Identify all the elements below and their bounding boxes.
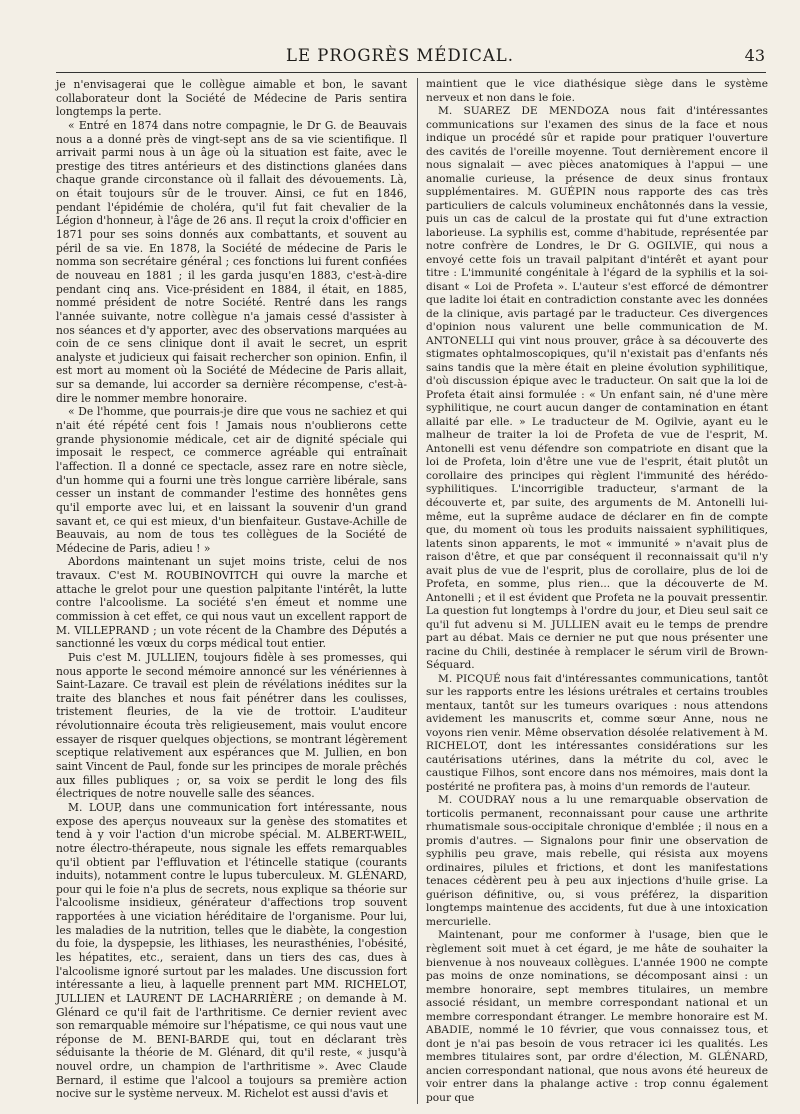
paragraph: Puis c'est M. JULLIEN, toujours fidèle à ses promesses, qui nous apporte le second mémoire annoncé sur les vénériennes à Saint-Lazare. Ce travail est plein de révélations inédites sur la traite des blanches et nous fait pénétrer dans les coulisses, tristement fleuries, de la vie de trottoir. L'auditeur révolutionnaire écouta très religieusement, mais voulut encore essayer de risquer quelques objections, se montrant légèrement sceptique relativement aux espérances que M. Jullien, en bon saint Vincent de Paul, fonde sur les principes de morale prêchés aux filles publiques ; or, sa voix se perdit le long des fils électriques de notre nouvelle salle des séances. (56, 650, 407, 801)
paragraph: Maintenant, pour me conformer à l'usage, bien que le règlement soit muet à cet égard, je me hâte de souhaiter la bienvenue à nos nouveaux collègues. L'année 1900 ne compte pas moins de onze nominations, se décomposant ainsi : un membre honoraire, sept membres titulaires, un membre associé résidant, un membre correspondant national et un membre correspondant étranger. Le membre honoraire est M. ABADIE, nommé le 10 février, que vous connaissez tous, et dont je n'ai pas besoin de vous retracer ici les qualités. Les membres titulaires sont, par ordre d'élection, M. GLÉNARD, ancien correspondant national, que nous avons été heureux de voir entrer dans la phalange active : trop connu également pour que (426, 929, 768, 1104)
paragraph: M. PICQUÉ nous fait d'intéressantes communications, tantôt sur les rapports entre les lésions urétrales et certains troubles mentaux, tantôt sur les tumeurs ovariques : nous attendons avidement les manuscrits et, comme sœur Anne, nous ne voyons rien venir. Même observation désolée relativement à M. RICHELOT, dont les intéressantes considérations sur les cautérisations utérines, dans la métrite du col, avec le caustique Filhos, sont encore dans nos mémoires, mais dont la postérité ne profitera pas, à moins d'un remords de l'auteur. (426, 672, 768, 793)
page-number: 43 (744, 46, 765, 65)
paragraph: M. COUDRAY nous a lu une remarquable observation de torticolis permanent, reconnaissant pour cause une arthrite rhumatismale sous-occipitale chronique d'emblée ; il nous en a promis d'autres. — Signalons pour finir une observation de syphilis peu grave, mais rebelle, qui résista aux moyens ordinaires, pilules et frictions, et dont les manifestations tenaces cédèrent peu à peu aux injections d'huile grise. La guérison définitive, ou, si vous préférez, la disparition longtemps maintenue des accidents, fut due à une intoxication mercurielle. (426, 794, 768, 928)
journal-title: LE PROGRÈS MÉDICAL. (286, 46, 514, 65)
paragraph: « De l'homme, que pourrais-je dire que vous ne sachiez et qui n'ait été répété cent fois ! Jamais nous n'oublierons cette grande physionomie médicale, cet air de dignité spéciale qui imposait le respect, ce commerce agréable qui entraînait l'affection. Il a donné ce spectacle, assez rare en notre siècle, d'un homme qui a fourni une très longue carrière libérale, sans cesser un instant de commander l'estime des honnêtes gens qu'il emporte avec lui, et en laissant la souvenir d'un grand savant et, ce qui est mieux, d'un bienfaiteur. Gustave-Achille de Beauvais, au nom de tous tes collègues de la Société de Médecine de Paris, adieu ! » (56, 405, 407, 555)
paragraph: maintient que le vice diathésique siège dans le système nerveux et non dans le foie. (426, 78, 768, 104)
left-column (56, 78, 407, 1101)
paragraph: « Entré en 1874 dans notre compagnie, le Dr G. de Beauvais nous a a donné près de vingt-sept ans de sa vie scientifique. Il arrivait parmi nous à un âge où la situation est faite, avec le prestige des titres antérieurs et des distinctions glanées dans chaque grande circonstance où il fallait des dévouements. Là, on était toujours sûr de le trouver. Ainsi, ce fut en 1846, pendant l'épidémie de choléra, qu'il fut fait chevalier de la Légion d'honneur, à l'âge de 26 ans. Il reçut la croix d'officier en 1871 pour ses soins donnés aux combattants, et souvent au péril de sa vie. En 1878, la Société de médecine de Paris le nomma son secrétaire général ; ces fonctions lui furent confiées de nouveau en 1881 ; il les garda jusqu'en 1883, c'est-à-dire pendant cinq ans. Vice-président en 1884, il était, en 1885, nommé président de notre Société. Rentré dans les rangs l'année suivante, notre collègue n'a jamais cessé d'assister à nos séances et d'y apporter, avec des observations marquées au coin de ce sens clinique dont il avait le secret, un esprit analyste et judicieux qui faisait rechercher son opinion. Enfin, il est mort au moment où la Société de Médecine de Paris allait, sur sa demande, lui accorder sa dernière récompense, c'est-à-dire le nommer membre honoraire. (56, 118, 407, 405)
paragraph: M. SUAREZ DE MENDOZA nous fait d'intéressantes communications sur l'examen des sinus de la face et nous indique un procédé sûr et rapide pour pratiquer l'ouverture des cavités de l'oreille moyenne. Tout dernièrement encore il nous signalait — avec pièces anatomiques à l'appui — une anomalie curieuse, la présence de deux sinus frontaux supplémentaires. M. GUÉPIN nous rapporte des cas très particuliers de calculs volumineux enchâtonnés dans la vessie, puis un cas de calcul de la prostate qui fut d'une extraction laborieuse. La syphilis est, comme d'habitude, représentée par notre confrère de Londres, le Dr G. OGILVIE, qui nous a envoyé cette fois un travail palpitant d'intérêt et ayant pour titre : L'immunité congénitale à l'égard de la syphilis et la soi-disant « Loi de Profeta ». L'auteur s'est efforcé de démontrer que ladite loi était en contradiction constante avec les données de la clinique, avis partagé par le traducteur. Ces divergences d'opinion nous valurent une belle communication de M. ANTONELLI qui vint nous prouver, grâce à sa découverte des stigmates ophtalmoscopiques, qu'il n'existait pas d'enfants nés sains tandis que la mère était en pleine évolution syphilitique, d'où discussion épique avec le traducteur. On sait que la loi de Profeta était ainsi formulée : « Un enfant sain, né d'une mère syphilitique, ne court aucun danger de contamination en étant allaité par elle. » Le traducteur de M. Ogilvie, ayant eu le malheur de traiter la loi de Profeta de vue de l'esprit, M. Antonelli est venu défendre son compatriote en disant que la loi de Profeta, loin d'être une vue de l'esprit, était plutôt un corollaire des principes qui règlent l'immunité des hérédo-syphilitiques. L'incorrigible traducteur, s'armant de la découverte et, par suite, des arguments de M. Antonelli lui-même, eut la suprême audace de déclarer en fin de compte que, du moment où tous les produits naissaient syphilitiques, latents sinon apparents, le mot « immunité » n'avait plus de raison d'être, et que par conséquent il reconnaissait qu'il n'y avait plus de vue de l'esprit, plus de corollaire, plus de loi de Profeta, en somme, plus rien... que la découverte de M. Antonelli ; et il est évident que Profeta ne la pouvait pressentir. La question fut longtemps à l'ordre du jour, et Dieu seul sait ce qu'il fut advenu si M. JULLIEN avait eu le temps de prendre part au débat. Mais ce dernier ne put que nous présenter une racine du Chili, destinée à remplacer le sérum viril de Brown-Séquard. (426, 105, 768, 672)
running-head (0, 46, 800, 68)
header-rule (56, 72, 766, 73)
paragraph: M. LOUP, dans une communication fort intéressante, nous expose des aperçus nouveaux sur la genèse des stomatites et tend à y voir l'action d'un microbe spécial. M. ALBERT-WEIL, notre électro-thérapeute, nous signale les effets remarquables qu'il obtient par l'effluvation et l'étincelle statique (courants induits), notamment contre le lupus tuberculeux. M. GLÉNARD, pour qui le foie n'a plus de secrets, nous explique sa théorie sur l'alcoolisme insidieux, générateur d'affections trop souvent rapportées à une viciation héréditaire de l'organisme. Pour lui, les maladies de la nutrition, telles que le diabète, la congestion du foie, la dyspepsie, les lithiases, les neurasthénies, l'obésité, les hépatites, etc., seraient, dans un tiers des cas, dues à l'alcoolisme ignoré surtout par les malades. Une discussion fort intéressante a lieu, à laquelle prennent part MM. RICHELOT, JULLIEN et LAURENT DE LACHARRIÈRE ; on demande à M. Glénard ce qu'il fait de l'arthritisme. Ce dernier revient avec son remarquable mémoire sur l'hépatisme, ce qui nous vaut une réponse de M. BENI-BARDE qui, tout en déclarant très séduisante la théorie de M. Glénard, dit qu'il reste, « jusqu'à nouvel ordre, un champion de l'arthritisme ». Avec Claude Bernard, il estime que l'alcool a toujours sa première action nocive sur le système nerveux. M. Richelot est aussi d'avis et (56, 800, 407, 1101)
paragraph: je n'envisagerai que le collègue aimable et bon, le savant collaborateur dont la Société de Médecine de Paris sentira longtemps la perte. (56, 78, 407, 119)
right-column (426, 78, 768, 1105)
paragraph: Abordons maintenant un sujet moins triste, celui de nos travaux. C'est M. ROUBINOVITCH qui ouvre la marche et attache le grelot pour une question palpitante l'intérêt, la lutte contre l'alcoolisme. La société s'en émeut et nomme une commission à cet effet, ce qui nous vaut un excellent rapport de M. VILLEPRAND ; un vote récent de la Chambre des Députés a sanctionné les vœux du corps médical tout entier. (56, 555, 407, 651)
column-divider (417, 78, 418, 1104)
